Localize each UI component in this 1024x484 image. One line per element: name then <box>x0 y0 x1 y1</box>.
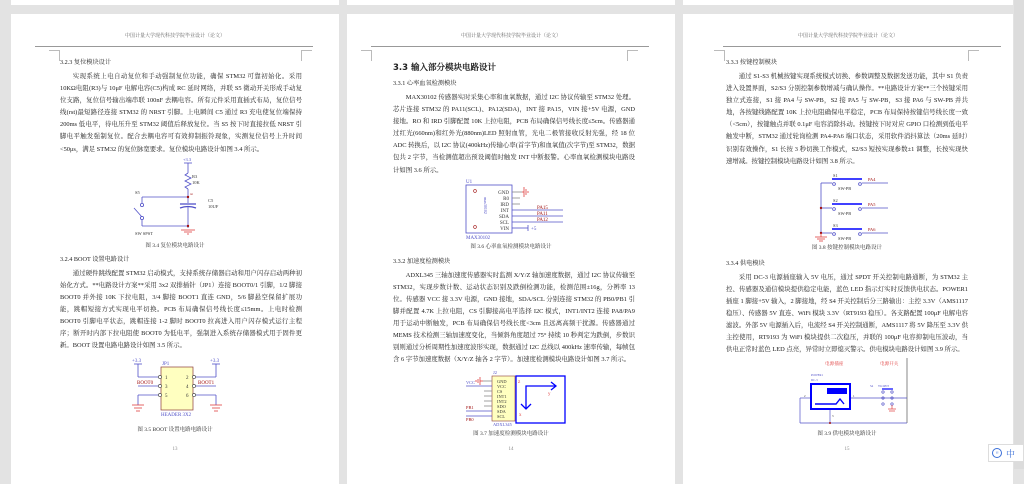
body-paragraph: 采用 DC-3 电源插座输入 5V 电压，通过 SPDT 开关控制电路通断，为 STM32 主控、传感器及通信模块提供稳定电能，蓝色 LED 指示灯实时反馈供电状态。POWER1 插座 1 脚接+5V 输入，2 脚接地，经 S4 开关控制后分三路输出：主控 3.3V（AMS1117 稳压）、传感器 5V 直连、WiFi 模块 3.3V（RT9193 稳压）。各支路配置 100μF 电解电容滤波。外部 5V 电源插入后，电流经 S4 开关控制通断，AMS1117 将 5V 降压至 3.3V 供主控使用，RT9193 为 WiFi 模块提供二次稳压，并联的 100μF 电容抑制电压波动，当供电正常时蓝色 LED 点亮，异常时立即熄灭警示。供电模块电路设计如图 3.9 所示。 <box>726 273 968 354</box>
vcc-label: +3.3 <box>210 359 220 365</box>
junction-dot <box>187 195 189 197</box>
socket-part: DC-3 <box>811 378 818 383</box>
switch-contact <box>140 203 143 206</box>
page-number: 14 <box>508 447 514 452</box>
figure-caption: 图 3.6 心率血氧检测模块电路设计 <box>470 243 552 250</box>
page-header: 中国计量大学现代科技学院毕业设计（论文） <box>124 34 225 39</box>
net-label: PA5 <box>868 201 876 207</box>
section-heading: 3.3.4 供电模块 <box>726 259 765 267</box>
body-paragraph: 实现系统上电自动复位和手动强制复位功能，确保 STM32 可靠初始化。采用 10KΩ电阻(R3)与 10μF 电解电容(C5)构成 RC 延时网络，并联 S5 微动开关形成手动复位支路，复位信号输出端串联 100nF 去耦电容。所有元件采用直插式布局，复位信号线(rst)最短路径连接 STM32 的 NRST 引脚。上电瞬间 C5 通过 R3 充电使复位端保持 200ms 低电平，待电压升至 STM32 阈值后释放复位。当 S5 按下时直接拉低 NRST 引脚电平触发强制复位。配合去耦电容可有效抑制振铃现象，实测复位信号上升时间<50μs，满足 STM32 的复位脉宽要求。复位模块电路设计如图 3.4 所示。 <box>60 73 302 153</box>
switch-label: 电源开关 <box>880 361 899 367</box>
axis-label-z: z <box>518 380 521 386</box>
body-paragraph: 通过硬件跳线配置 STM32 启动模式，支持系统存储器启动和用户闪存启动两种初始化方式。**电路设计方案**采用 3x2 双排插针（JP1）连接 BOOT0/1 引脚，1/2 脚接 BOOT0 并外接 10K 下拉电阻，3/4 脚接 BOOT1 直连 GND，5/6 脚悬空保留扩展功能，跳帽短接方式实现电平切换。PCB 布局确保信号线长度≤15mm。上电时检测 BOOT0 引脚电平状态，跳帽连接 1-2 脚时 BOOT0 拉高进入用户闪存模式运行主程序；断开时内部下拉电阻使 BOOT0 为低电平，强制进入系统存储器模式用于固件更新。BOOT 设置电路电路设计如图 3.5 所示。 <box>60 269 302 350</box>
axis-label-x: x <box>519 413 522 419</box>
net-label: +5 <box>531 226 537 232</box>
axis-label-y: y <box>548 392 551 398</box>
schematic-mark <box>827 388 847 394</box>
power-circuit-figure <box>683 358 1011 426</box>
schematic-label: IRD <box>500 202 509 208</box>
schematic-mark <box>800 358 907 424</box>
page-number: 15 <box>844 447 850 452</box>
section-heading: 3.3.1 心率血氧检测模块 <box>393 80 457 87</box>
schematic-mark <box>158 394 161 397</box>
page-header: 中国计量大学现代科技学院毕业设计（论文） <box>797 34 898 39</box>
schematic-mark <box>135 157 219 236</box>
previous-page-bottom <box>347 0 675 5</box>
schematic-mark <box>820 207 822 209</box>
net-label: PA12 <box>537 217 548 223</box>
heart-rate-sensor-figure <box>347 179 675 243</box>
margin-corner-mark <box>968 50 979 61</box>
boot-circuit-figure <box>11 358 339 420</box>
reset-circuit-figure <box>11 158 339 242</box>
margin-corner-mark <box>301 50 312 61</box>
section-heading: 3.3.2 加速度检测模块 <box>393 257 451 265</box>
vcc-label: +3.3 <box>132 359 142 365</box>
schematic-mark <box>158 376 161 379</box>
figure-caption: 图 3.4 复位模块电路设计 <box>145 242 205 249</box>
margin-corner-mark <box>627 50 638 61</box>
schematic-mark <box>821 182 888 235</box>
ground-icon <box>522 187 528 197</box>
capacitor-ref: C5 <box>208 197 214 203</box>
chip-ref: J2 <box>493 370 497 376</box>
schematic-mark <box>466 370 565 427</box>
chip-part: MAX30102 <box>466 235 491 241</box>
resistor-ref: R3 <box>192 173 198 179</box>
figure-3-8 <box>683 172 1011 244</box>
ime-language-toggle[interactable]: 中 <box>1006 449 1016 460</box>
schematic-mark <box>859 207 862 210</box>
schematic-label: CS <box>497 389 503 395</box>
connector-ref: JP1 <box>162 362 170 368</box>
junction-dot <box>187 224 189 226</box>
resistor-icon <box>185 173 191 189</box>
schematic-label: S2 <box>833 197 838 203</box>
schematic-label: 1 <box>853 394 855 399</box>
switch-lever <box>134 208 142 217</box>
switch-type: SW SPST <box>135 230 154 236</box>
schematic-label: S1 <box>833 172 838 178</box>
schematic-label: 1 <box>165 376 168 382</box>
schematic-mark <box>882 403 884 405</box>
section-heading: 3.2.3 复位模块设计 <box>60 59 112 66</box>
document-page-15 <box>683 14 1016 484</box>
section-heading: 3.2.4 BOOT 设置电路设计 <box>60 255 130 263</box>
schematic-mark <box>833 182 836 185</box>
schematic-mark <box>815 173 888 241</box>
figure-3-6 <box>347 179 675 243</box>
schematic-label: SDA <box>498 214 509 220</box>
switch-part: SW-SPDT <box>878 385 889 389</box>
schematic-mark <box>859 182 862 185</box>
document-page-13 <box>11 14 339 484</box>
schematic-mark <box>825 360 899 367</box>
schematic-mark <box>859 232 862 235</box>
accelerometer-figure <box>347 370 675 428</box>
switch-ref: S5 <box>135 189 140 195</box>
schematic-label: 2 <box>804 394 806 399</box>
schematic-label: R0 <box>503 196 509 202</box>
section-heading: 3.3.3 按键控制模块 <box>726 59 778 66</box>
header-rule <box>371 46 649 47</box>
net-label: PA15 <box>537 205 548 211</box>
schematic-mark <box>891 403 893 405</box>
schematic-label: SW-PB <box>838 235 852 241</box>
schematic-mark <box>466 180 563 241</box>
schematic-mark <box>158 385 161 388</box>
resistor-value: 10K <box>192 179 200 185</box>
page-number: 13 <box>172 447 178 452</box>
header-rule <box>35 46 313 47</box>
margin-corner-mark <box>714 50 725 61</box>
schematic-label: 3 <box>832 414 834 419</box>
button-circuit-figure <box>683 172 1011 244</box>
input-method-indicator[interactable] <box>988 444 1024 462</box>
schematic-label: 3 <box>165 385 168 391</box>
schematic-label: SCL <box>497 414 506 420</box>
schematic-mark <box>882 391 884 393</box>
schematic-label: INT <box>500 208 509 214</box>
connector-part: HEADER 3X2 <box>161 413 192 419</box>
page-header: 中国计量大学现代科技学院毕业设计（论文） <box>460 34 561 39</box>
ground-icon <box>181 230 195 234</box>
schematic-label: 5 <box>165 394 168 400</box>
figure-3-4 <box>11 158 339 242</box>
schematic-mark <box>192 376 195 379</box>
margin-corner-mark <box>361 50 372 61</box>
schematic-mark <box>483 381 492 406</box>
schematic-label: GND <box>497 379 507 385</box>
net-label: PA6 <box>868 226 876 232</box>
figure-3-7 <box>347 370 675 428</box>
chip-body-text: max30102 <box>483 196 488 214</box>
net-label: PB1 <box>466 405 474 411</box>
schematic-mark <box>192 385 195 388</box>
ground-icon <box>888 405 896 411</box>
schematic-label: INT1 <box>497 394 507 400</box>
schematic-label: SW-PB <box>838 210 852 216</box>
ground-icon <box>476 377 483 385</box>
socket-ref: POWER1 <box>811 373 823 378</box>
power-socket-icon <box>811 384 850 409</box>
schematic-label: SCL <box>499 220 509 226</box>
net-label: PA11 <box>537 211 548 217</box>
body-paragraph: 通过 S1-S3 机械按键实现系统模式切换、参数调整及数据发送功能，其中 S1 负责进入设置界面，S2/S3 分别控制参数增减与确认操作。**电路设计方案**三个按键采用独立式连接，S1 接 PA4 与 SW-PB，S2 接 PA5 与 SW-PB，S3 接 PA6 与 SW-PB 并共地，各按键线路配置 10K 上拉电阻确保电平稳定，PCB 布局保持按键信号线长度一致（<5cm），按键触点并联 0.1μF 电容消除抖动。按键按下时对应 GPIO 口检测到低电平触发中断，STM32 通过轮询检测 PA4-PA6 端口状态，采用软件消抖算法（20ms 延时）识别有效操作，S1 长按 3 秒切换工作模式，S2/S3 短按实现参数±1 调整，长按实现快速增减。按键控制模块电路设计如图 3.8 所示。 <box>726 73 968 165</box>
net-label: BOOT1 <box>198 381 215 387</box>
schematic-label: S3 <box>833 222 838 228</box>
ground-icon <box>132 405 144 411</box>
margin-corner-mark <box>49 50 60 61</box>
net-label: VCC <box>466 380 476 386</box>
axis-diagram-frame <box>516 376 565 423</box>
schematic-label: 6 <box>186 394 189 400</box>
vcc-label: +3.3 <box>183 156 192 162</box>
schematic-label: SW-PB <box>838 185 852 191</box>
schematic-label: VCC <box>497 384 507 390</box>
figure-caption: 图 3.8 按键控制模块电路设计 <box>811 244 883 251</box>
axis-arrows <box>521 382 556 409</box>
header-rule <box>723 46 1001 47</box>
ground-icon <box>815 233 827 241</box>
chip-ref: U1 <box>466 179 473 185</box>
net-label: PB0 <box>466 417 474 423</box>
schematic-label: INT2 <box>497 399 507 405</box>
body-paragraph: MAX30102 传感器实时采集心率和血氧数据，通过 I2C 协议传输至 STM32 处理。芯片连接 STM32 的 PA11(SCL)、PA12(SDA)，INT 接 PA15，VIN 接+5V 电源，GND 接地。RO 和 IRD 引脚配置 10K 上拉电阻，PCB 布局确保信号线长度≤5cm。传感器通过红光(660nm)和红外光(880nm)LED 照射血管，光电二极管接收反射光强，经 18 位 ADC 转换后，以 I2C 协议(400kHz)传输心率(首字节)和血氧值(次字节)至 STM32，数据包共 2 字节，当检测值超出预设阈值时触发 INT 中断报警。心率血氧检测模块电路设计如图 3.6 所示。 <box>393 94 635 174</box>
chapter-heading: 3.3 输入部分模块电路设计 <box>393 63 497 73</box>
net-label: rst <box>190 191 193 196</box>
schematic-mark <box>833 232 836 235</box>
ime-face-icon[interactable]: ㅂ <box>992 448 1002 458</box>
schematic-mark <box>192 394 195 397</box>
schematic-mark <box>833 207 836 210</box>
schematic-mark <box>512 192 522 204</box>
schematic-label: GND <box>498 190 509 196</box>
schematic-label: SDA <box>497 409 506 415</box>
schematic-mark <box>134 163 196 234</box>
figure-3-9 <box>683 358 1011 426</box>
socket-label: 电源插座 <box>825 361 844 367</box>
schematic-label: SDO <box>497 404 506 410</box>
net-label: PA4 <box>868 176 876 182</box>
chip-part: ADXL345 <box>493 422 512 428</box>
schematic-label: VIN <box>500 226 509 232</box>
figure-caption: 图 3.7 加速度检测模块电路设计 <box>473 431 549 438</box>
schematic-label: 4 <box>186 385 189 391</box>
schematic-mark <box>132 359 222 418</box>
schematic-mark <box>891 391 893 393</box>
schematic-label: 2 <box>186 376 189 382</box>
schematic-mark <box>829 422 831 424</box>
vertical-scrollbar[interactable] <box>1014 0 1024 469</box>
figure-caption: 图 3.5 BOOT 设置电路电路设计 <box>137 427 213 434</box>
capacitor-value: 10UF <box>208 203 219 209</box>
previous-page-bottom <box>683 0 1013 5</box>
previous-page-bottom <box>11 0 339 5</box>
ground-icon <box>210 405 222 411</box>
figure-caption: 图 3.9 供电模块电路设计 <box>817 431 877 438</box>
net-label: BOOT0 <box>137 381 154 387</box>
body-paragraph: ADXL345 三轴加速度传感器实时监测 X/Y/Z 轴加速度数据，通过 I2C 协议传输至 STM32，实现步数计数、运动状态识别及跌倒检测功能，检测范围±16g，分辨率 13 位。传感器 VCC 接 3.3V 电源，GND 接地，SDA/SCL 分别连接 STM32 的 PB0/PB1 引脚并配置 4.7K 上拉电阻，CS 引脚接高电平选择 I2C 模式，INT1/INT2 连接 PA8/PA9 用于运动中断触发，PCB 布局确保信号线长度<3cm 且远离高频干扰源。传感器通过 MEMS 技术检测三轴加速度变化，当倾斜角度超过 75° 持续 10 秒判定为跌倒，步数识别则通过分析周期性加速度波形实现，数据通过 I2C 总线以 400kHz 速率传输，每帧包含 6 字节加速度数据（X/Y/Z 轴各 2 字节）。加速度检测模块电路设计如图 3.7 所示。 <box>393 271 635 364</box>
document-page-14 <box>347 14 675 484</box>
figure-3-5 <box>11 358 339 420</box>
switch-ref: S4 <box>870 384 874 389</box>
